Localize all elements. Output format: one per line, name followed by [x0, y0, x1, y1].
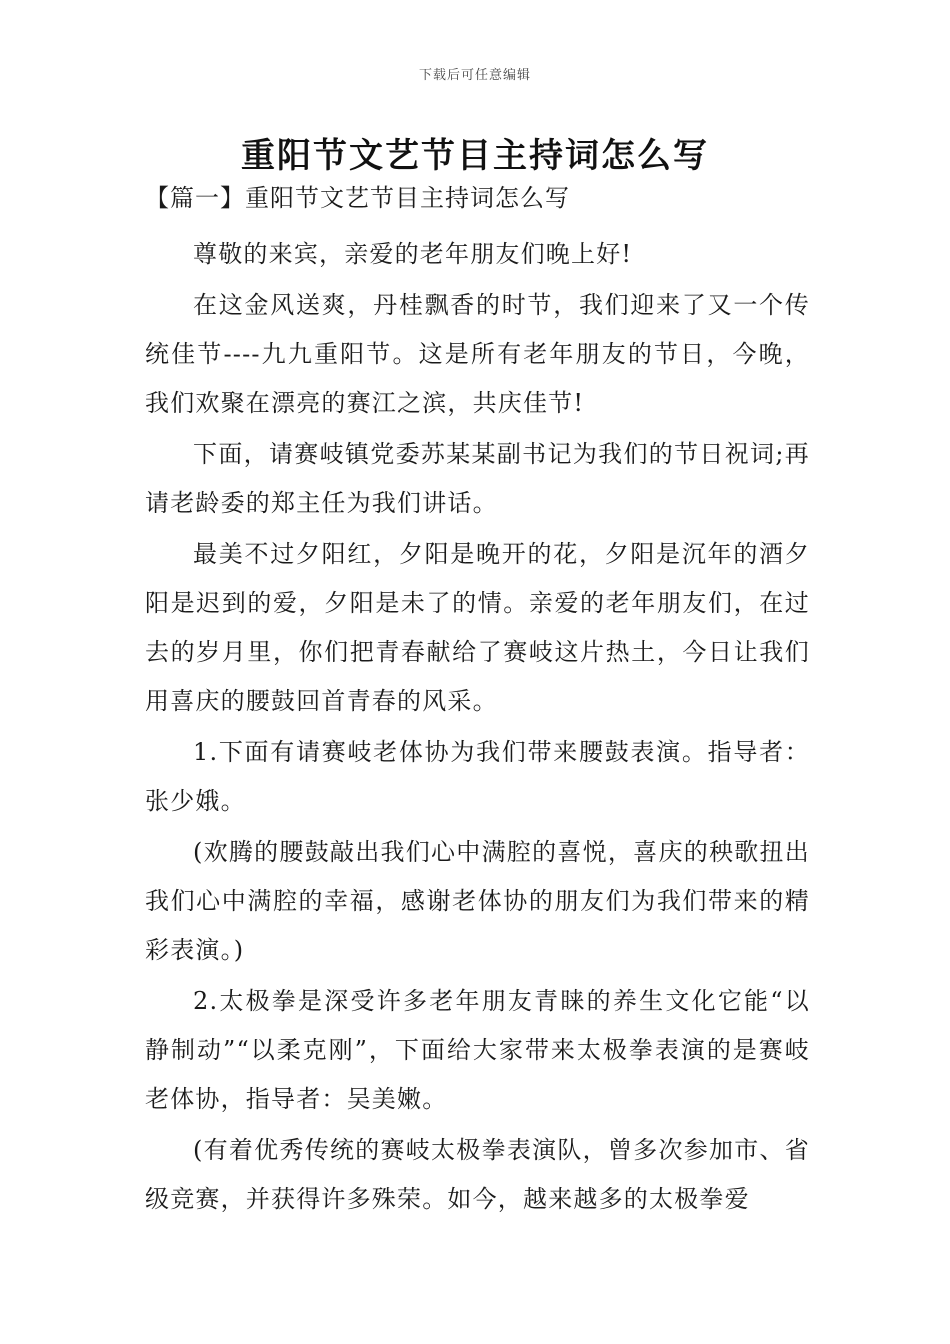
paragraph-program-2-note: (有着优秀传统的赛岐太极拳表演队，曾多次参加市、省级竞赛，并获得许多殊荣。如今，越来越多的太极拳爱: [145, 1136, 810, 1213]
paragraph-program-1: 1.下面有请赛岐老体协为我们带来腰鼓表演。指导者：张少娥。: [145, 738, 810, 815]
document-title: 重阳节文艺节目主持词怎么写: [241, 136, 709, 176]
paragraph-speakers: 下面，请赛岐镇党委苏某某副书记为我们的节日祝词;再请老龄委的郑主任为我们讲话。: [145, 440, 810, 517]
paragraph-greeting: 尊敬的来宾，亲爱的老年朋友们晚上好!: [193, 240, 633, 268]
document-body: [145, 180, 810, 1224]
paragraph-festival-intro: 在这金风送爽，丹桂飘香的时节，我们迎来了又一个传统佳节----九九重阳节。这是所有老年朋友的节日，今晚，我们欢聚在漂亮的赛江之滨，共庆佳节!: [145, 291, 810, 417]
paragraph-program-1-note: (欢腾的腰鼓敲出我们心中满腔的喜悦，喜庆的秧歌扭出我们心中满腔的幸福，感谢老体协的朋友们为我们带来的精彩表演。): [145, 838, 810, 964]
section-heading: 【篇一】重阳节文艺节目主持词怎么写: [145, 184, 570, 212]
header-note: 下载后可任意编辑: [418, 68, 531, 83]
paragraph-sunset: 最美不过夕阳红，夕阳是晚开的花，夕阳是沉年的酒夕阳是迟到的爱，夕阳是未了的情。亲爱的老年朋友们，在过去的岁月里，你们把青春献给了赛岐这片热土，今日让我们用喜庆的腰鼓回首青春的风采。: [145, 540, 810, 715]
paragraph-program-2: 2.太极拳是深受许多老年朋友青睐的养生文化它能“以静制动”“以柔克刚”，下面给大家带来太极拳表演的是赛岐老体协，指导者：吴美嫩。: [145, 987, 810, 1113]
